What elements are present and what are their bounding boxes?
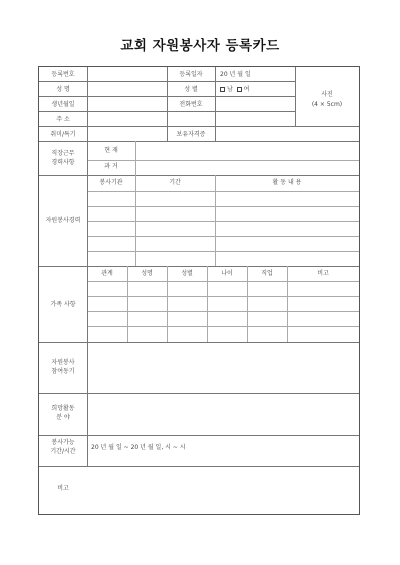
career-past-label: 과 거: [104, 163, 118, 170]
gender-label: 성 별: [184, 86, 198, 93]
hope-label-2: 분 야: [56, 414, 70, 421]
family-header-name: 성명: [141, 270, 153, 277]
volunteer-header-org: 봉사기관: [99, 179, 123, 186]
family-label: 가족 사항: [50, 301, 76, 308]
time-label-2: 기간/시간: [50, 448, 76, 455]
family-header-gender: 성별: [181, 270, 193, 277]
family-header-relation: 관계: [101, 270, 113, 277]
motive-label-1: 자원봉사: [51, 359, 75, 366]
motive-label-2: 참여동기: [51, 368, 75, 375]
career-label-1: 직장근무: [51, 150, 75, 157]
family-header-job: 직업: [261, 270, 273, 277]
reg-no-label: 등록번호: [51, 71, 75, 78]
volunteer-header-activity: 활 동 내 용: [272, 179, 302, 186]
volunteer-label: 자원봉사경력: [45, 217, 81, 224]
photo-label: 사진: [321, 91, 333, 98]
volunteer-header-period: 기간: [169, 179, 181, 186]
birth-label: 생년월일: [51, 101, 75, 108]
male-checkbox[interactable]: [220, 87, 225, 92]
hobby-label: 취미/특기: [50, 131, 76, 138]
career-current-label: 현 재: [104, 147, 118, 154]
hope-label-1: 희망활동: [51, 405, 75, 412]
time-label-1: 봉사가능: [51, 439, 75, 446]
address-label: 주 소: [56, 116, 70, 123]
gender-female-text: 여: [243, 86, 250, 93]
career-label-2: 경력사항: [51, 159, 75, 166]
gender-options: [220, 86, 249, 93]
female-checkbox[interactable]: [237, 87, 242, 92]
photo-size: (4 × 5cm): [311, 101, 343, 108]
name-label: 성 명: [56, 86, 70, 93]
family-header-remark: 비고: [317, 270, 329, 277]
time-value: 20 년 월 일 ~ 20 년 월 일, 시 ~ 시: [91, 444, 186, 451]
family-header-age: 나이: [221, 270, 233, 277]
phone-label: 전화번호: [179, 101, 203, 108]
reg-date-value: 20 년 월 일: [220, 71, 251, 78]
remark-label: 비고: [57, 485, 69, 492]
page-title: 교회 자원봉사자 등록카드: [120, 38, 280, 54]
reg-date-label: 등록일자: [179, 71, 203, 78]
cert-label: 보유자격증: [176, 131, 206, 138]
gender-male-text: 남: [227, 86, 233, 93]
registration-form: [38, 66, 360, 515]
